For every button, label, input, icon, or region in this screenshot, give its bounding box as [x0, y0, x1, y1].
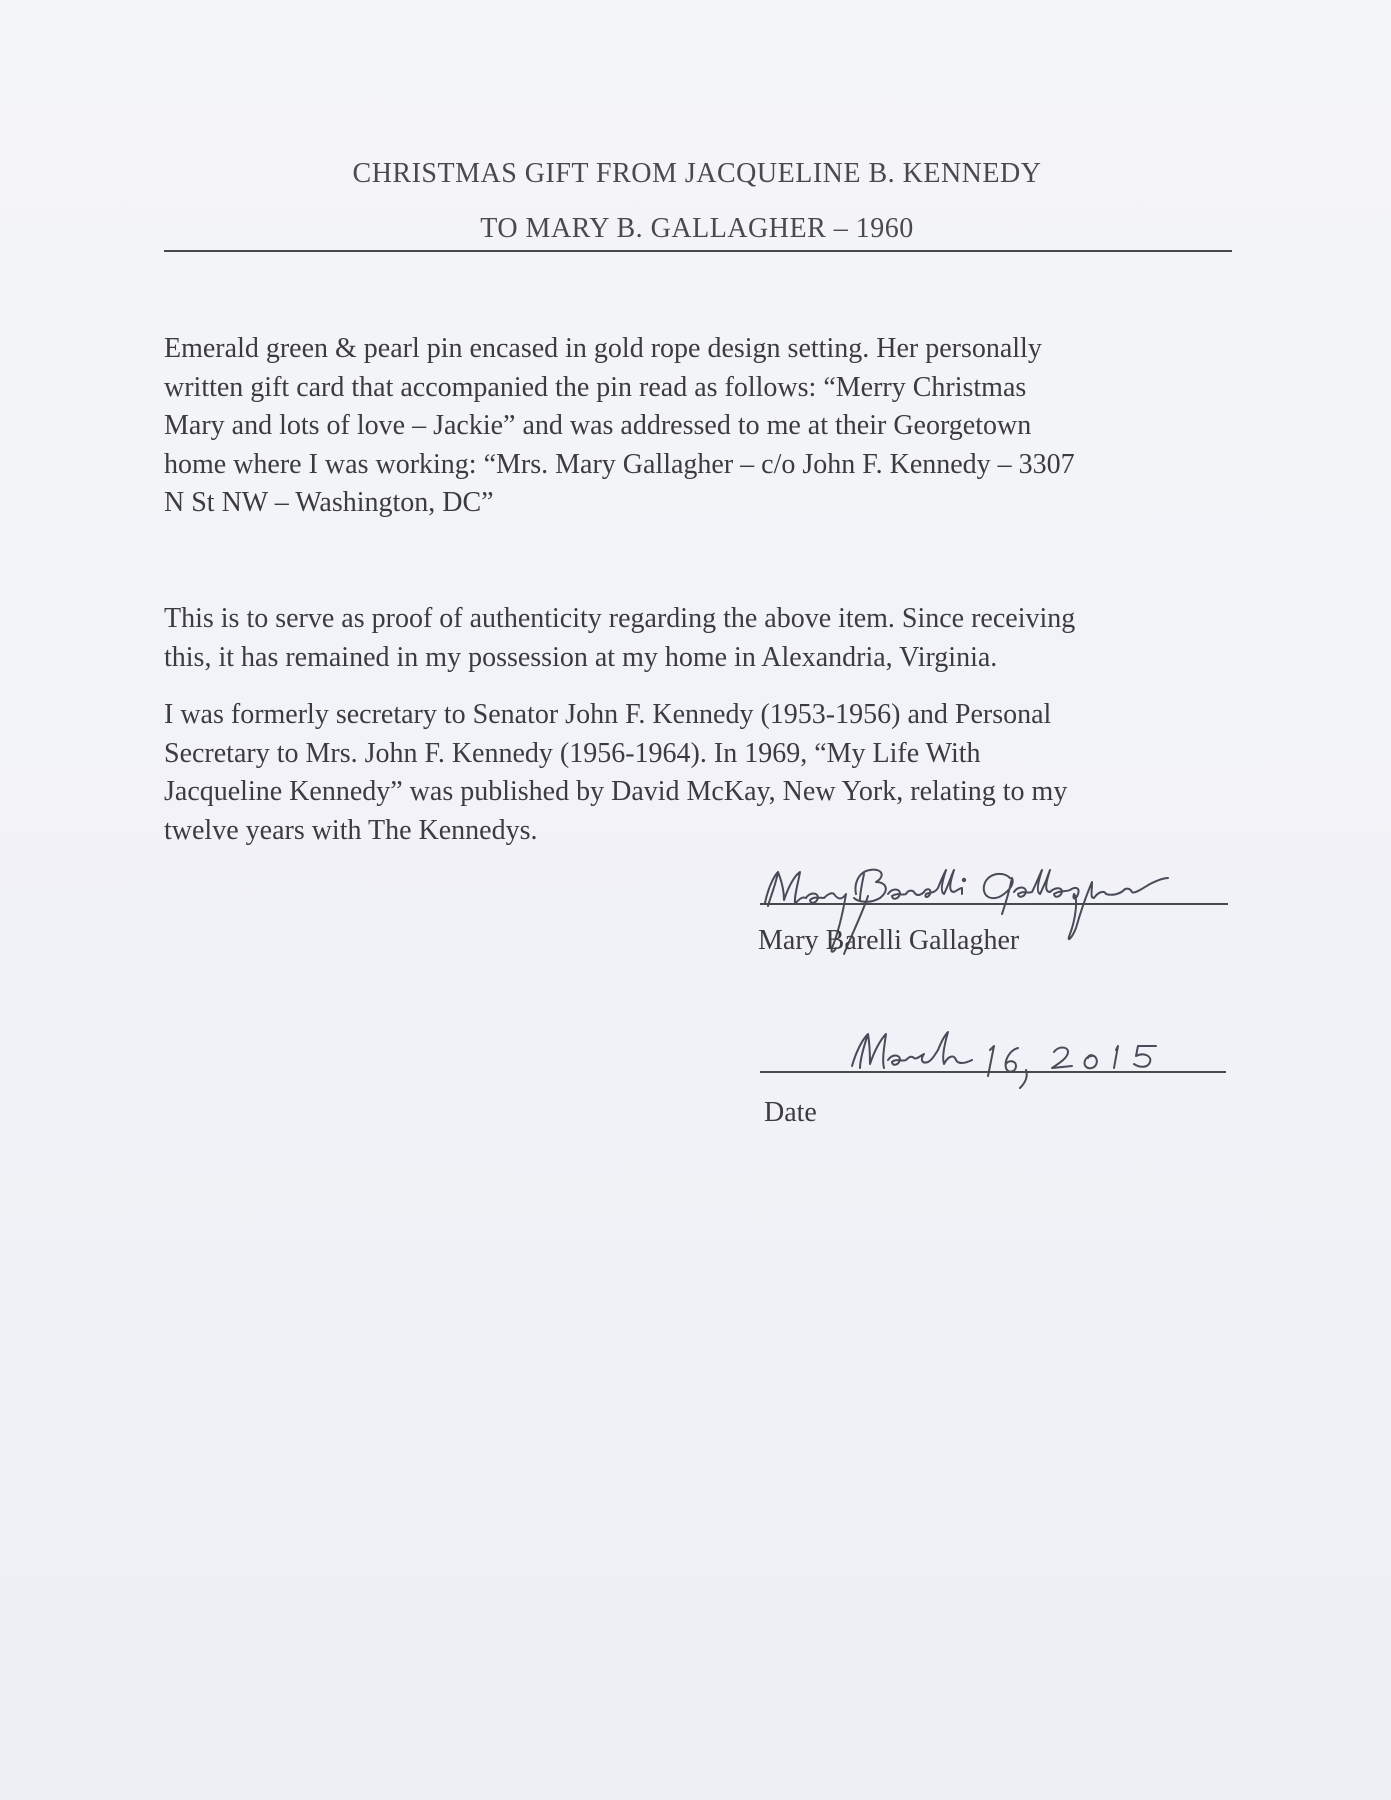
- handwritten-date: [840, 1020, 1220, 1100]
- paragraph-line: Mary and lots of love – Jackie” and was addressed to me at their Georgetown: [164, 410, 1032, 441]
- paragraph-line: home where I was working: “Mrs. Mary Gallagher – c/o John F. Kennedy – 3307: [164, 448, 1075, 480]
- paragraph-line: This is to serve as proof of authenticity regarding the above item. Since receiving: [164, 603, 1076, 634]
- date-line: [760, 1071, 1226, 1073]
- paragraph-line: Jacqueline Kennedy” was published by David McKay, New York, relating to my: [164, 776, 1068, 807]
- paragraph-gift-description: [164, 330, 1234, 523]
- date-label: Date: [764, 1097, 817, 1128]
- paragraph-background: [164, 696, 1234, 850]
- paragraph-line: Emerald green & pearl pin encased in gold rope design setting. Her personally: [164, 333, 1042, 364]
- paragraph-line: Secretary to Mrs. John F. Kennedy (1956-1964). In 1969, “My Life With: [164, 737, 981, 769]
- printed-name: Mary Barelli Gallagher: [758, 925, 1020, 956]
- signature-line: [760, 903, 1228, 905]
- paragraph-line: N St NW – Washington, DC”: [164, 487, 494, 518]
- title-line-1: CHRISTMAS GIFT FROM JACQUELINE B. KENNEDY: [352, 158, 1042, 189]
- paragraph-line: twelve years with The Kennedys.: [164, 814, 538, 846]
- handwritten-signature: [740, 848, 1240, 978]
- title-underline: [164, 250, 1232, 252]
- paragraph-authenticity: [164, 600, 1234, 677]
- paragraph-line: this, it has remained in my possession at my home in Alexandria, Virginia.: [164, 641, 998, 673]
- paragraph-line: I was formerly secretary to Senator John F. Kennedy (1953-1956) and Personal: [164, 699, 1052, 730]
- paragraph-line: written gift card that accompanied the pin read as follows: “Merry Christmas: [164, 371, 1027, 403]
- title-line-2: TO MARY B. GALLAGHER – 1960: [480, 213, 914, 244]
